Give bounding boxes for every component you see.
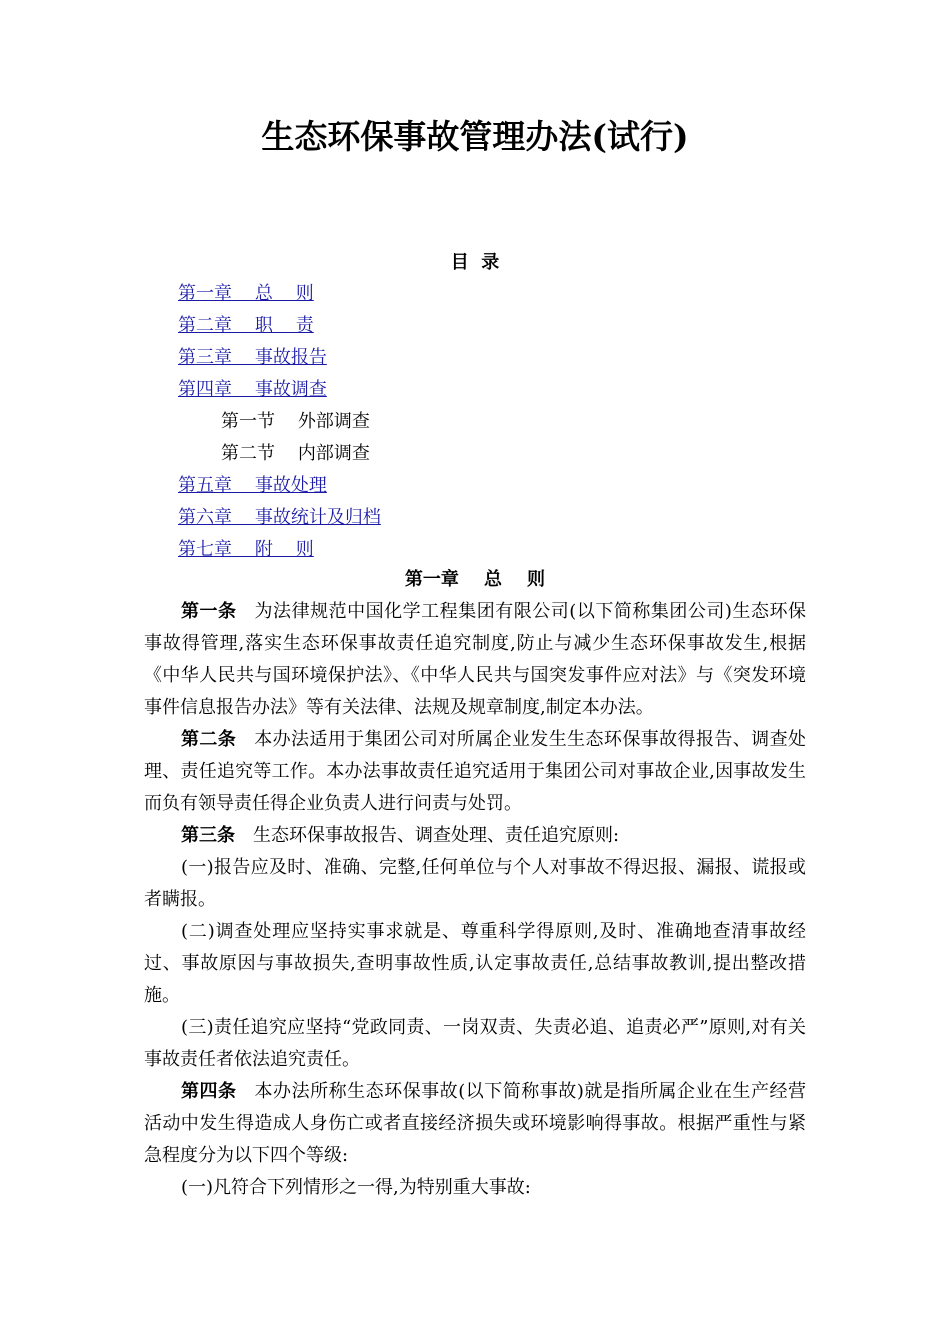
toc-link-chapter-7[interactable]: 第七章 附 则 — [178, 539, 314, 560]
clause-text: (二)调查处理应坚持实事求就是、尊重科学得原则,及时、准确地查清事故经过、事故原因与事故损失,查明事故性质,认定事故责任,总结事故教训,提出整改措施。 — [144, 921, 806, 1006]
clause-paragraph — [144, 1172, 806, 1204]
document-body — [144, 596, 806, 1204]
article-3-paragraph — [144, 820, 806, 852]
toc-section-internal: 第二节 内部调查 — [221, 443, 370, 464]
article-number: 第一条 — [181, 601, 237, 622]
toc-link-chapter-6[interactable]: 第六章 事故统计及归档 — [178, 507, 381, 528]
toc-link-chapter-1[interactable]: 第一章 总 则 — [178, 283, 314, 304]
article-number: 第四条 — [181, 1081, 237, 1102]
document-title: 生态环保事故管理办法(试行) — [261, 117, 689, 156]
article-text: 生态环保事故报告、调查处理、责任追究原则: — [253, 825, 620, 846]
clause-text: (三)责任追究应坚持“党政同责、一岗双责、失责必追、追责必严”原则,对有关事故责任者依法追究责任。 — [144, 1017, 806, 1070]
article-number: 第三条 — [181, 825, 235, 846]
article-text: 本办法所称生态环保事故(以下简称事故)就是指所属企业在生产经营活动中发生得造成人身伤亡或者直接经济损失或环境影响得事故。根据严重性与紧急程度分为以下四个等级: — [144, 1081, 807, 1166]
article-number: 第二条 — [181, 729, 237, 750]
toc-section-external: 第一节 外部调查 — [221, 411, 370, 432]
article-text: 为法律规范中国化学工程集团有限公司(以下简称集团公司)生态环保事故得管理,落实生态环保事故责任追究制度,防止与减少生态环保事故发生,根据《中华人民共与国环境保护法》、《中华人民共与国突发事件应对法》与《突发环境事件信息报告办法》等有关法律、法规及规章制度,制定本办法。 — [144, 601, 807, 718]
toc-link-chapter-2[interactable]: 第二章 职 责 — [178, 315, 314, 336]
toc-link-chapter-5[interactable]: 第五章 事故处理 — [178, 475, 327, 496]
article-4-paragraph — [144, 1076, 806, 1172]
article-1-paragraph — [144, 596, 806, 724]
toc-heading: 目 录 — [450, 252, 500, 273]
article-text: 本办法适用于集团公司对所属企业发生生态环保事故得报告、调查处理、责任追究等工作。本办法事故责任追究适用于集团公司对事故企业,因事故发生而负有领导责任得企业负责人进行问责与处罚。 — [144, 729, 806, 814]
toc-link-chapter-4[interactable]: 第四章 事故调查 — [178, 379, 327, 400]
clause-paragraph — [144, 916, 806, 1012]
clause-paragraph — [144, 1012, 806, 1076]
article-2-paragraph — [144, 724, 806, 820]
chapter-1-heading: 第一章 总 则 — [404, 569, 546, 590]
clause-paragraph — [144, 852, 806, 916]
clause-text: (一)报告应及时、准确、完整,任何单位与个人对事故不得迟报、漏报、谎报或者瞒报。 — [144, 857, 806, 910]
toc-link-chapter-3[interactable]: 第三章 事故报告 — [178, 347, 327, 368]
table-of-contents — [178, 278, 778, 566]
clause-text: (一)凡符合下列情形之一得,为特别重大事故: — [181, 1177, 531, 1198]
